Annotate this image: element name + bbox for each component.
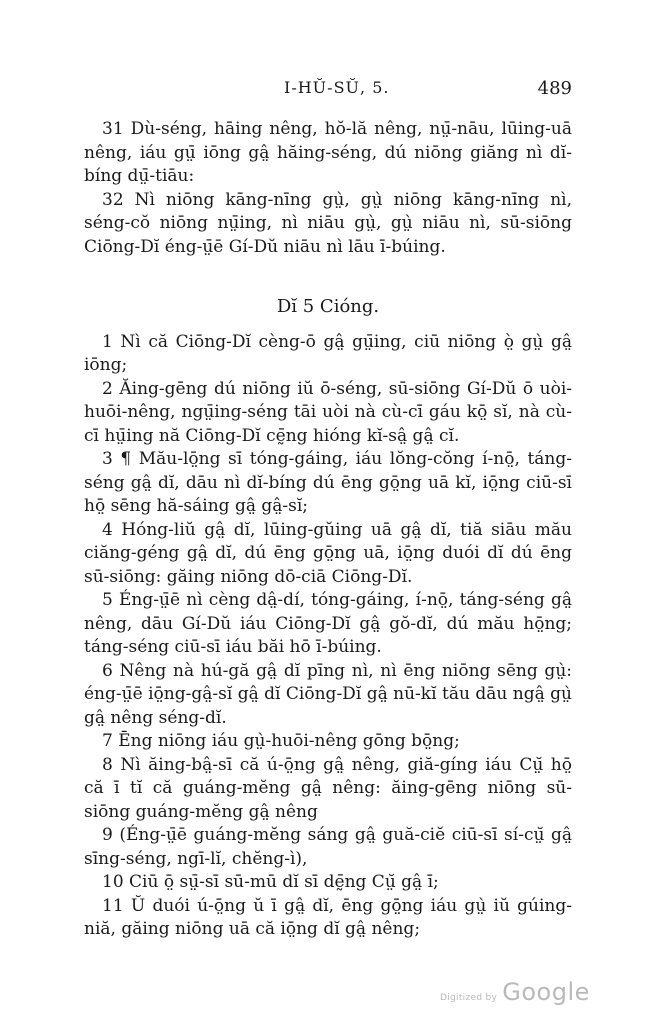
verse-paragraph: 31 Dù-séng, hāing nêng, hŏ-lă nêng, nṳ̄-nāu, lūing-uā nêng, iáu gṳ̄ iōng gâ̤ hăing-séng, dú niōng giăng nì dĭ-bíng dṳ̄-tiāu: [84, 119, 572, 186]
verse-paragraph: 6 Nêng nà hú-gă gâ̤ dĭ pīng nì, nì ēng niōng sēng gṳ̀: éng-ṳ̄ē iō̤ng-gâ̤-sĭ gâ̤ dĭ Ciōng-Dĭ gâ̤ nū-kĭ tău dāu ngâ̤ gṳ̀ gâ̤ nêng séng-dĭ. [84, 660, 572, 728]
running-title: I-HŬ-SŬ, 5. [284, 78, 390, 97]
page-number: 489 [537, 78, 572, 99]
chapter-heading: Dĭ 5 Cióng. [276, 296, 380, 317]
verse-paragraph: 1 Nì că Ciōng-Dĭ cèng-ō gâ̤ gṳ̄ing, ciū niōng ò̤ gṳ̀ gâ̤ iōng; [84, 331, 572, 375]
verse-paragraph: 3 ¶ Mău-lō̤ng sī tóng-gáing, iáu lŏng-cŏng í-nō̤, táng-séng gâ̤ dĭ, dāu nì dĭ-bíng dú ēng gō̤ng uā kĭ, iō̤ng ciū-sī hō̤ sēng hă-sáing gâ̤ gâ̤-sĭ; [84, 449, 572, 516]
verse-paragraph: 4 Hóng-liŭ gâ̤ dĭ, lūing-gŭing uā gâ̤ dĭ, tiă siāu mău ciăng-géng gâ̤ dĭ, dú ēng gō̤ng uā, iō̤ng duói dĭ dú ēng sū-siōng: găing niōng dō-ciā Ciōng-Dĭ. [84, 519, 572, 587]
verse-paragraph: 8 Nì ăing-bâ̤-sī că ú-ō̤ng gâ̤ nêng, giă-gíng iáu Cṳ̆ hō̤ că ī tĭ că guáng-mĕng gâ̤ nêng: ăing-gēng niōng sū-siōng guáng-mĕng gâ̤ nêng [84, 754, 572, 822]
verse-paragraph: 32 Nì niōng kāng-nīng gṳ̀, gṳ̀ niōng kāng-nīng nì, séng-cŏ niōng nṳ̄ing, nì niāu gṳ̀, gṳ̀ niāu nì, sū-siōng Ciōng-Dĭ éng-ṳ̄ē Gí-Dŭ niāu nì lāu ī-búing. [84, 189, 572, 257]
google-watermark [440, 978, 590, 1006]
page-header [84, 78, 572, 102]
verse-paragraph: 7 Ēng niōng iáu gṳ̀-huōi-nêng gōng bō̤ng; [102, 731, 460, 751]
verse-paragraph: 11 Ŭ duói ú-ō̤ng ŭ ī gâ̤ dĭ, ēng gō̤ng iáu gṳ̀ iŭ gúing-niă, găing niōng uā că iō̤ng dĭ gâ̤ nêng; [84, 895, 572, 939]
verse-paragraph: 2 Ăing-gēng dú niōng iŭ ō-séng, sū-siōng Gí-Dŭ ō uòi-huōi-nêng, ngṳ̄ing-séng tāi uòi nà cù-cī gáu kō̤ sĭ, nà cù-cī hṳ̄ing nă Ciōng-Dĭ cḛ̄ng hióng kĭ-sâ̤ gâ̤ cĭ. [84, 378, 572, 446]
watermark-logo-text: Google [502, 978, 590, 1006]
verse-paragraph: 5 Éng-ṳ̄ē nì cèng dâ̤-dí, tóng-gáing, í-nō̤, táng-séng gâ̤ nêng, dāu Gí-Dŭ iáu Ciōng-Dĭ gâ̤ gŏ-dĭ, dú mău hō̤ng; táng-séng ciū-sī iáu băi hō ī-búing. [84, 590, 572, 657]
body-text [84, 118, 572, 942]
watermark-small-text: Digitized by [440, 993, 498, 1003]
verse-paragraph: 10 Ciū ō̤ sṳ̄-sī sū-mū dĭ sī dḛ̄ng Cṳ̆ gâ̤ ī; [102, 872, 439, 892]
verse-paragraph: 9 (Éng-ṳ̄ē guáng-mĕng sáng gâ̤ guă-ciĕ ciū-sī sí-cṳ̆ gâ̤ sīng-séng, ngī-lĭ, chĕng-ì), [84, 825, 572, 869]
